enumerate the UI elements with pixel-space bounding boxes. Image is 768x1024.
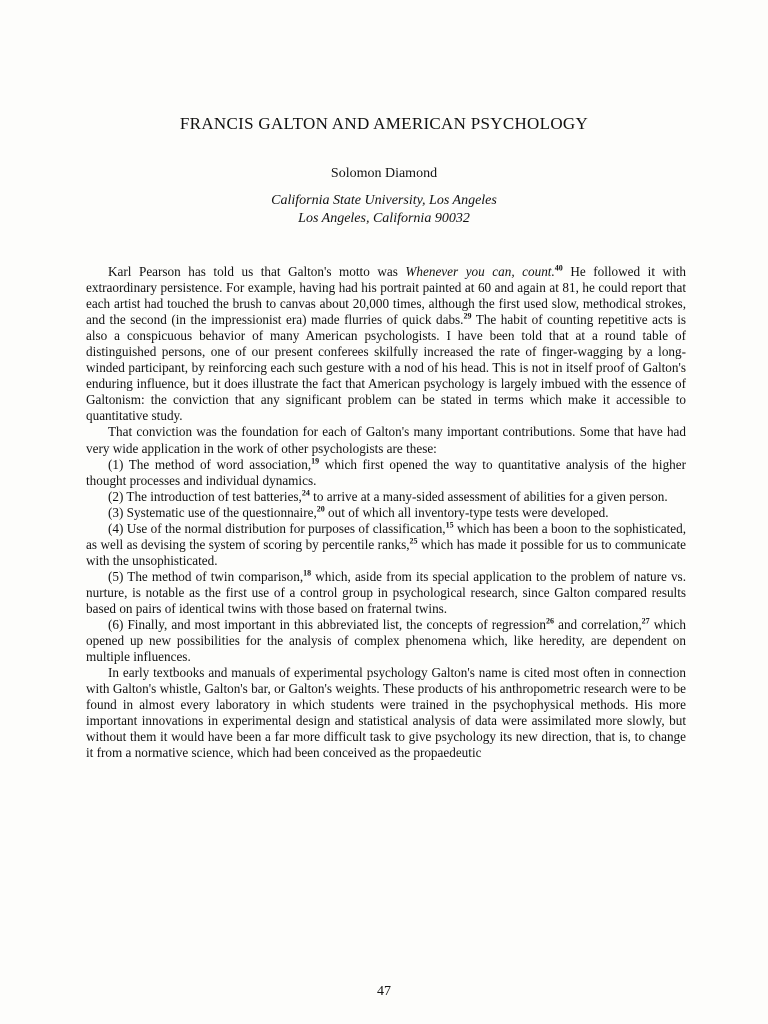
galton-motto: Whenever you can, count. bbox=[405, 264, 555, 279]
text-run: which has been a boon to the sophisticated, as well as devising the system of scoring by percentile ranks, bbox=[86, 520, 686, 552]
author-name: Solomon Diamond bbox=[330, 166, 438, 181]
text-run: (5) The method of twin comparison, bbox=[108, 568, 304, 584]
reference-marker: 27 bbox=[641, 616, 650, 626]
article-body bbox=[86, 264, 686, 761]
text-run: (1) The method of word association, bbox=[108, 456, 312, 472]
list-item-normal-distribution bbox=[86, 521, 686, 569]
text-run: (2) The introduction of test batteries, bbox=[108, 488, 302, 504]
text-run: to arrive at a many-sided assessment of abilities for a given person. bbox=[309, 488, 668, 504]
text-run: and correlation, bbox=[554, 617, 642, 633]
affiliation-address: Los Angeles, California 90032 bbox=[298, 211, 470, 226]
reference-marker: 15 bbox=[445, 520, 454, 530]
paragraph-early-textbooks: In early textbooks and manuals of experimental psychology Galton's name is cited most often in connection with Galton's whistle, Galton's bar, or Galton's weights. These products of his anthropometric research were to be found in almost every laboratory in which students were trained in the psychophysical methods. His more important innovations in experimental design and statistical analysis of data were assimilated more slowly, but without them it would have been a far more difficult task to give psychology its new direction, that is, to change it from a normative science, which had been conceived as the propaedeutic bbox=[86, 665, 686, 761]
text-run: which has made it possible for us to communicate with the unsophisticated. bbox=[86, 536, 686, 568]
author-affiliation bbox=[0, 192, 768, 228]
text-run: (3) Systematic use of the questionnaire, bbox=[108, 504, 317, 520]
reference-marker: 19 bbox=[311, 456, 320, 466]
text-run: The habit of counting repetitive acts is also a conspicuous behavior of many American psychologists. I have been told that at a round table of distinguished persons, one of our present conferees skilfully increased the rate of finger-wagging by a long-winded participant, by reinforcing each such gesture with a nod of his head. This is not in itself proof of Galton's enduring influence, but it does illustrate the fact that American psychology is largely imbued with the essence of Galtonism: the conviction that any significant problem can be stated in terms which make it accessible to quantitative study. bbox=[86, 312, 686, 424]
text-run: which, aside from its special application to the problem of nature vs. nurture, is notable as the first use of a control group in psychological research, since Galton compared results based on pairs of identical twins with those based on fraternal twins. bbox=[86, 568, 686, 616]
list-item-questionnaire bbox=[86, 505, 686, 521]
reference-marker: 29 bbox=[463, 311, 472, 321]
list-item-twin-comparison bbox=[86, 569, 686, 617]
reference-marker: 20 bbox=[316, 504, 325, 514]
text-run: (4) Use of the normal distribution for purposes of classification, bbox=[108, 520, 446, 536]
text-run: which first opened the way to quantitative analysis of the higher thought processes and individual dynamics. bbox=[86, 456, 686, 488]
reference-marker: 24 bbox=[301, 488, 310, 498]
list-item-regression-correlation bbox=[86, 617, 686, 665]
article-title: FRANCIS GALTON AND AMERICAN PSYCHOLOGY bbox=[179, 114, 589, 133]
text-run: Karl Pearson has told us that Galton's motto was bbox=[108, 264, 406, 279]
paragraph-contributions: That conviction was the foundation for each of Galton's many important contributions. Some that have had very wide application in the work of other psychologists are these: bbox=[86, 424, 686, 456]
list-item-test-batteries bbox=[86, 489, 686, 505]
text-run: out of which all inventory-type tests were developed. bbox=[324, 504, 609, 520]
text-run: He followed it with extraordinary persistence. For example, having had his portrait painted at 60 and again at 81, he could report that each artist had touched the brush to canvas about 20,000 times, although the first used slow, methodical strokes, and the second (in the impressionist era) made flurries of quick dabs. bbox=[86, 264, 686, 328]
list-item-word-association bbox=[86, 457, 686, 489]
text-run: which opened up new possibilities for the analysis of complex phenomena which, like heredity, are dependent on multiple influences. bbox=[86, 617, 686, 665]
reference-marker: 25 bbox=[409, 536, 418, 546]
reference-marker: 26 bbox=[546, 616, 554, 626]
page-number: 47 bbox=[377, 984, 391, 999]
reference-marker: 40 bbox=[554, 263, 563, 273]
reference-marker: 18 bbox=[303, 568, 312, 578]
affiliation-institution: California State University, Los Angeles bbox=[271, 193, 497, 208]
text-run: (6) Finally, and most important in this abbreviated list, the concepts of regression bbox=[108, 617, 546, 633]
paragraph-intro bbox=[86, 264, 686, 424]
